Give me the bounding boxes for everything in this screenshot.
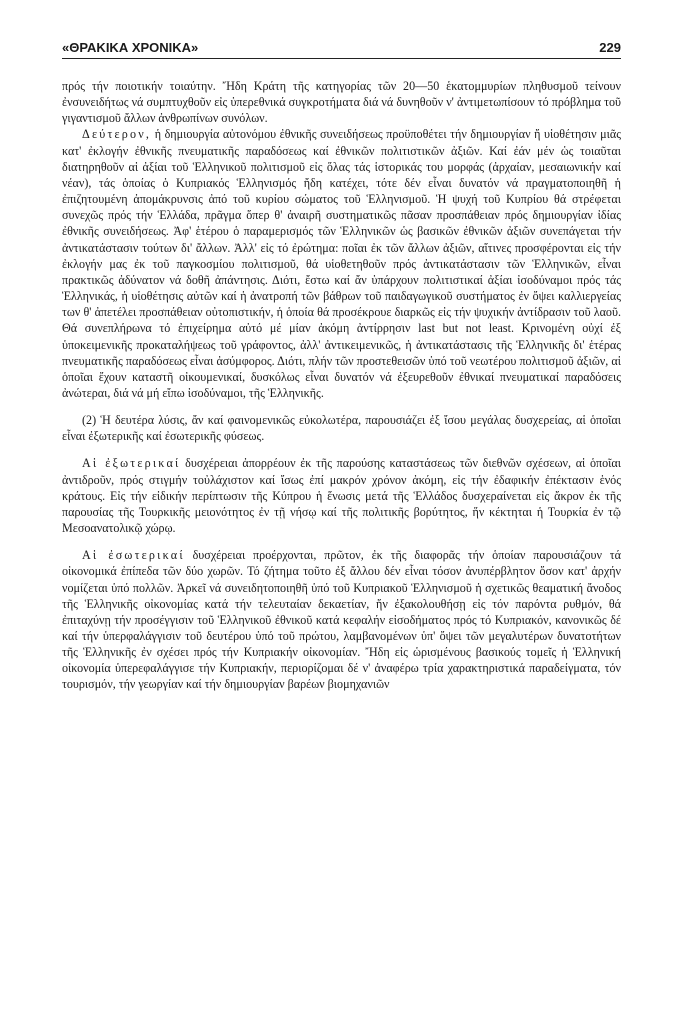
body-text [62, 78, 621, 693]
paragraph-1 [62, 78, 621, 126]
header-rule [62, 58, 621, 59]
paragraph-3 [62, 412, 621, 444]
paragraph-text: δυσχέρειαι ἀπορρέουν ἐκ τῆς παρούσης καταστάσεως τῶν διεθνῶν σχέσεων, αἱ ὁποῖαι ἀντιδροῦν, πρός στιγμήν τοὐλάχιστον καί ἴσως ἐπί μακρόν χρόνον ἀκόμη, εἰς τήν ἐδαφικήν ἐπέκτασιν ἑνός κράτους. Εἰς τήν εἰδικήν περίπτωσιν τῆς Κύπρου ἡ ἕνωσις μετά τῆς Ἑλλάδος δυσχεραίνεται εἰς ἄκρον ἐκ τῆς παρουσίας τῆς Τουρκικῆς μειονότητος ἐν τῇ νήσῳ καί τῆς πολιτικῆς βορύτητος, ἥν κέκτηται ἡ Τουρκία ἐν τῷ Μεσοανατολικῷ χώρῳ. [62, 456, 621, 536]
paragraph-5 [62, 547, 621, 692]
running-title: «ΘΡΑΚΙΚΑ ΧΡΟΝΙΚΑ» [62, 40, 199, 55]
paragraph-text: δυσχέρειαι προέρχονται, πρῶτον, ἐκ τῆς διαφορᾶς τήν ὁποίαν παρουσιάζουν τά οἰκονομικά ἐπίπεδα τῶν δύο χωρῶν. Τό ζήτημα τοῦτο ἐξ ἄλλου δέν εἶναι τόσον ἀνυπέρβλητον ὅσον κατ' ἀρχήν νομίζεται ὑπό πολλῶν. Ἀρκεῖ νά συνειδητοποιηθῆ ὑπό τοῦ Κυπριακοῦ Ἑλληνισμοῦ ἡ σχετικῶς θεαματική ἄνοδος τῆς Ἑλληνικῆς οἰκονομίας κατά τήν τελευταίαν δεκαετίαν, ἥν ἐξακολουθήσῃ εἰς τόν παρόντα ρυθμόν, θά ἐπιταχύνῃ τήν προσέγγισιν τοῦ Ἑλληνικοῦ ἐθνικοῦ κατά κεφαλήν εἰσοδήματος πρός τό Κυπριακόν, κανονικῶς δέ καί τήν ὑπερφαλάγγισιν τοῦ δευτέρου ὑπό τοῦ πρώτου, λαμβανομένων ὑπ' ὄψει τῶν μεγαλυτέρων δυνατοτήτων τῆς Ἑλληνικῆς ἐν σχέσει πρός τήν Κυπριακήν οἰκονομίαν. Ἤδη εἰς ὡρισμένους βασικούς τομεῖς ἡ Ἑλληνική οἰκονομία ὑπερεφαλάγγισε τήν Κυπριακήν, περιορίζομαι δέ ν' ἀναφέρω τρία χαρακτηριστικά παραδείγματα, τόν τουρισμόν, τήν γεωργίαν καί τήν δημιουργίαν βαρέων βιομηχανιῶν [62, 548, 621, 692]
page-number: 229 [599, 40, 621, 55]
paragraph-text: ἡ δημιουργία αὐτονόμου ἐθνικῆς συνειδήσεως προϋποθέτει τήν δημιουργίαν ἤ υἱοθέτησιν μιᾶς κατ' ἐκλογήν ἐθνικῆς πνευματικῆς παραδόσεως καί ἐθνικῶν πολιτιστικῶν ἀξιῶν. Καί ἐάν μέν ὡς τοιαῦται διατηρηθοῦν αἱ ἀξίαι τοῦ Ἑλληνικοῦ πολιτισμοῦ εἰς ὅλας τάς ἱστορικάς του μορφάς (ἀρχαίαν, μεσαιωνικήν καί νέαν), τάς ὁποίας ὁ Κυπριακός Ἑλληνισμός ἤδη κατέχει, τότε δέν εἶναι δυνατόν νά πραγματοποιηθῆ ἡ ἐπιζητουμένη ἀπομάκρυνσις ἀπό τοῦ κυρίου σώματος τοῦ Ἑλληνισμοῦ. Ἡ ψυχή τοῦ Κυπρίου θά στρέφεται συνεχῶς πρός τήν Ἑλλάδα, πρᾶγμα ὅπερ θ' ἀναιρῆ συστηματικῶς πᾶσαν προσπάθειαν πρός δημιουργίαν ἰδίας ἐθνικῆς συνειδήσεως. Ἀφ' ἑτέρου ὁ παραμερισμός τῶν Ἑλληνικῶν ὡς βασικῶν ἐθνικῶν ἀξιῶν συνεπάγεται τήν ἀντικατάστασιν τούτων δι' ἄλλων. Ἀλλ' εἰς τό ἐρώτημα: ποῖαι ἐκ τῶν ἄλλων ἀξιῶν, αἵτινες προσφέρονται εἰς τήν ἐκλογήν μας ἐκ τοῦ παγκοσμίου πολιτισμοῦ, θά υἱοθετηθοῦν πρός ἀντικατάστασιν τῶν Ἑλληνικῶν, εἶναι πρακτικῶς ἀδύνατον νά δοθῆ ἀπάντησις. Διότι, ἔστω καί ἄν ὑπάρχουν πολιτιστικαί ἀξίαι ἰσοδύναμοι πρός τάς Ἑλληνικάς, ἡ υἱοθέτησις αὐτῶν καί ἡ ἀνατροπή τῶν βάθρων τοῦ παιδαγωγικοῦ συστήματος ἐν ὄψει καλλιεργείας των θ' ἀπετέλει προσπάθειαν οὐτοπιστικήν, ἡ ὁποία θά προσέκρουε διαρκῶς εἰς τήν ψυχικήν ἀντίδρασιν τοῦ λαοῦ. Θά συνεπλήρωνα τό ἐπιχείρημα αὐτό μέ μίαν ἀκόμη ἀντίρρησιν last but not least. Κρινομένη οὐχί ἐξ ὑποκειμενικῆς προκαταλήψεως τοῦ γράφοντος, ἀλλ' ἀντικειμενικῶς, ἡ ἀντικατάστασις τῆς Ἑλληνικῆς δι' ἑτέρας πνευματικῆς παραδόσεως εἶναι ἀσύμφορος. Διότι, πλήν τῶν προστεθεισῶν ὑπό τοῦ νεωτέρου πολιτισμοῦ ἀξιῶν, αἱ ὁποῖαι ἔχουν καταστῆ οἰκουμενικαί, δυσκόλως εἶναι δυνατόν νά ἐξευρεθοῦν ἐθνικαί πνευματικαί παραδόσεις ἀνώτεραι, διά νά μή εἴπω ἰσοδύναμοι, τῆς Ἑλληνικῆς. [62, 127, 621, 400]
paragraph-2 [62, 126, 621, 401]
spaced-lead: Αἱ ἐξωτερικαί [82, 456, 181, 471]
paragraph-4 [62, 455, 621, 536]
paragraph-text: (2) Ἡ δευτέρα λύσις, ἄν καί φαινομενικῶς εὐκολωτέρα, παρουσιάζει ἐξ ἴσου μεγάλας δυσχερείας, αἱ ὁποῖαι εἶναι ἐξωτερικῆς καί ἐσωτερικῆς φύσεως. [62, 413, 621, 444]
paragraph-text: πρός τήν ποιοτικήν τοιαύτην. Ἤδη Κράτη τῆς κατηγορίας τῶν 20—50 ἑκατομμυρίων πληθυσμοῦ τείνουν ἐνσυνειδήτως νά συμπτυχθοῦν εἰς ὑπερεθνικά συγκροτήματα διά νά δυνηθοῦν ν' ἀντιμετωπίσουν τό πρόβλημα τοῦ γιγαντισμοῦ ἄλλων ἀνθρωπίνων συνόλων. [62, 79, 621, 126]
running-header [62, 40, 621, 58]
spaced-lead: Δεύτερον, [82, 127, 152, 142]
spaced-lead: Αἱ ἐσωτερικαί [82, 548, 185, 563]
